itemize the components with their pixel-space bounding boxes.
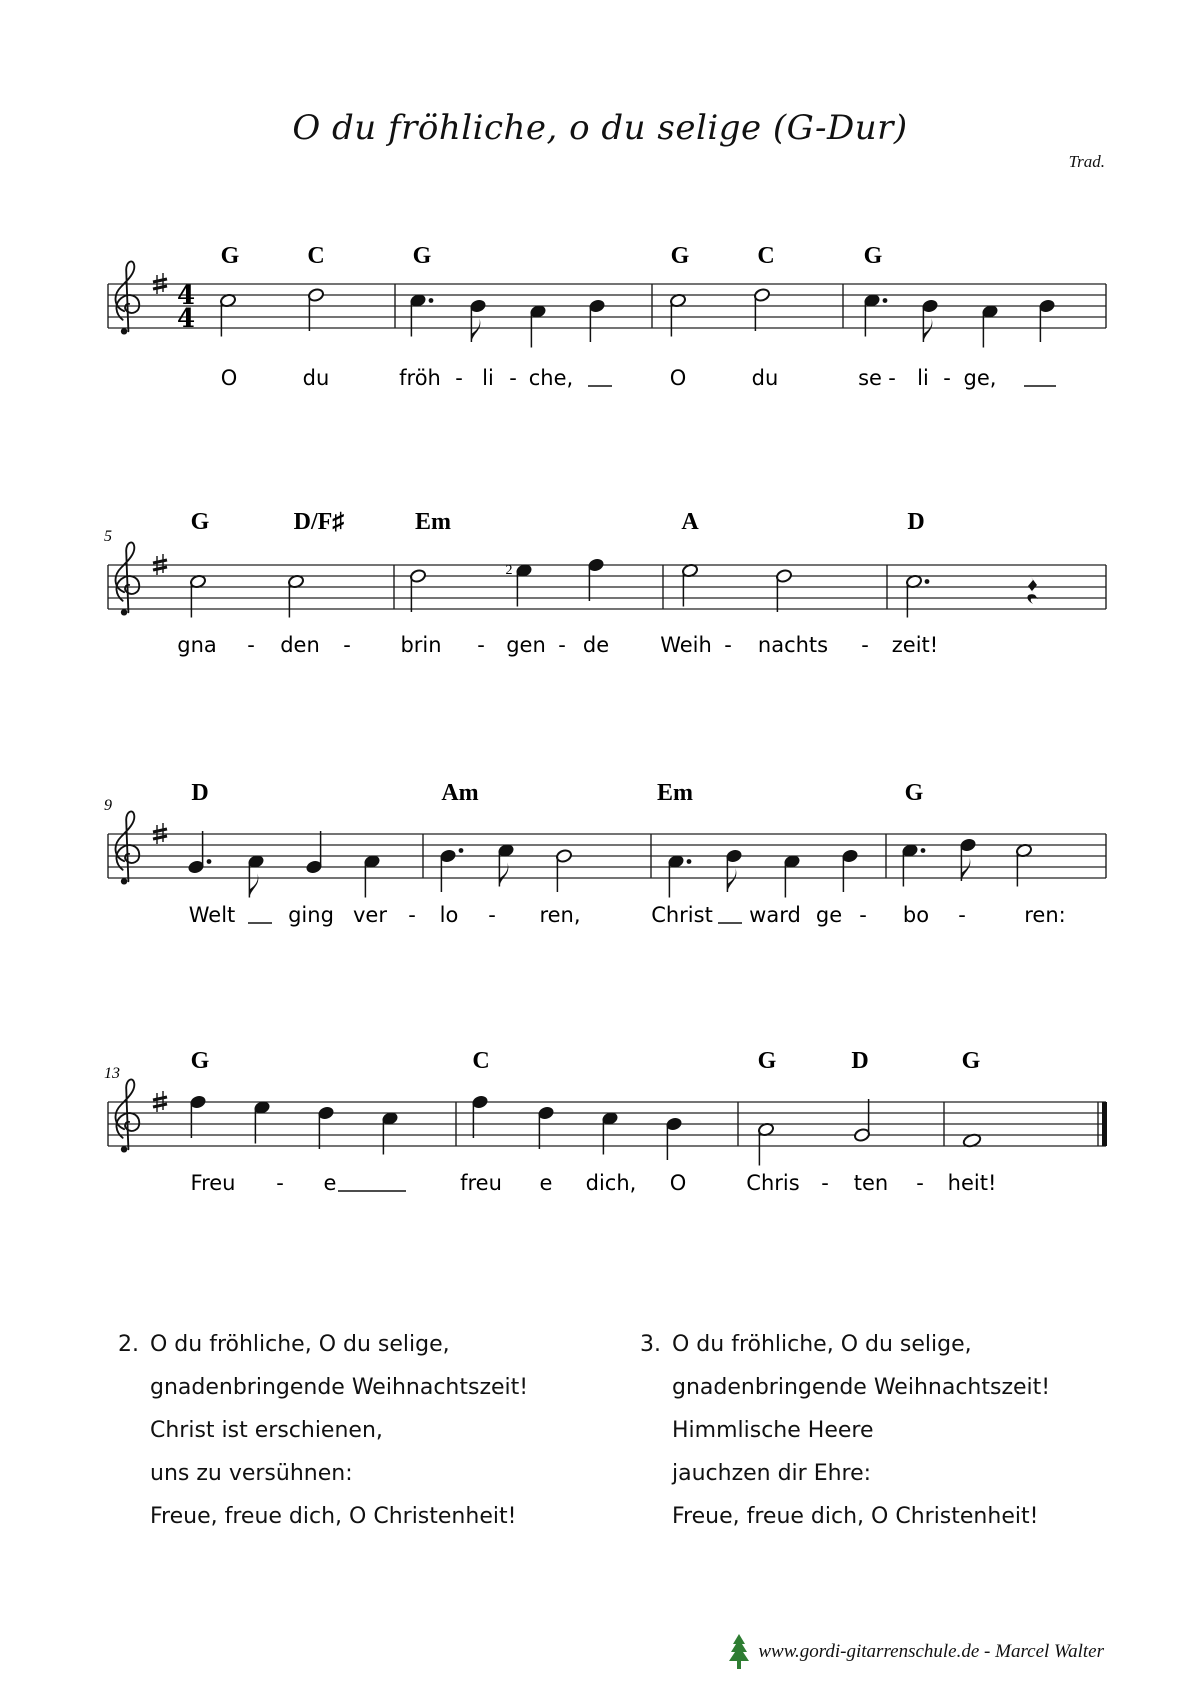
note: [381, 1111, 398, 1154]
note: [863, 293, 887, 336]
staff-system: [104, 780, 1106, 927]
lyric-syllable: O: [669, 366, 687, 390]
measure-number: 5: [104, 528, 112, 545]
note: [515, 563, 532, 606]
lyric-syllable: nachts: [757, 633, 829, 657]
note: [921, 299, 938, 342]
note: [669, 293, 686, 336]
verse-line: gnadenbringende Weihnachtszeit!: [672, 1375, 1051, 1400]
note: [497, 843, 514, 886]
note: [219, 293, 236, 336]
time-signature-top: 4: [176, 281, 196, 311]
note: [253, 1100, 270, 1143]
lyric-syllable: O: [220, 366, 238, 390]
chord-symbol: G: [190, 1048, 210, 1074]
note: [901, 843, 925, 886]
lyric-hyphen: -: [916, 1171, 924, 1195]
lyric-hyphen: -: [408, 903, 416, 927]
lyric-hyphen: -: [558, 633, 566, 657]
lyric-hyphen: -: [488, 903, 496, 927]
staff-system: [108, 243, 1106, 390]
note: [753, 288, 770, 331]
note: [317, 1106, 334, 1149]
chord-symbol: D/F♯: [293, 509, 345, 535]
composer: Trad.: [1068, 152, 1105, 171]
lyric-syllable: ten: [853, 1171, 889, 1195]
note: [189, 1095, 206, 1138]
note: [555, 849, 572, 892]
verse-line: O du fröhliche, O du selige,: [150, 1332, 450, 1357]
note: [307, 288, 324, 331]
note: [1015, 843, 1032, 886]
lyric-syllable: Christ: [651, 903, 713, 927]
lyric-syllable: ge: [815, 903, 843, 927]
chord-symbol: Em: [657, 780, 693, 806]
lyric-hyphen: -: [859, 903, 867, 927]
final-barline: [1102, 1102, 1107, 1146]
fingering: 2: [505, 563, 513, 578]
lyric-syllable: Welt: [188, 903, 236, 927]
note: [981, 304, 998, 347]
footer-text[interactable]: www.gordi-gitarrenschule.de - Marcel Walter: [758, 1641, 1104, 1662]
chord-symbol: G: [904, 780, 924, 806]
chord-symbol: C: [757, 243, 775, 269]
verse-line: uns zu versühnen:: [150, 1461, 353, 1486]
lyric-syllable: freu: [460, 1171, 502, 1195]
note: [187, 831, 211, 874]
lyric-syllable: e: [323, 1171, 337, 1195]
note: [287, 574, 304, 617]
note: [601, 1111, 618, 1154]
chord-symbol: G: [961, 1048, 981, 1074]
note: [469, 299, 486, 342]
note: [409, 569, 426, 612]
chord-symbol: C: [307, 243, 325, 269]
note: [305, 831, 322, 874]
lyric-syllable: fröh: [399, 366, 441, 390]
lyric-hyphen: -: [821, 1171, 829, 1195]
note: [471, 1095, 488, 1138]
staff-system: [104, 509, 1106, 657]
lyric-syllable: lo: [439, 903, 459, 927]
chord-symbol: G: [190, 509, 210, 535]
lyric-syllable: brin: [400, 633, 442, 657]
quarter-rest: [1027, 577, 1038, 604]
chord-symbol: G: [757, 1048, 777, 1074]
song-title: O du fröhliche, o du selige (G-Dur): [292, 108, 908, 148]
lyric-syllable: gen: [506, 633, 546, 657]
measure-number: 9: [104, 797, 112, 814]
chord-symbol: D: [907, 509, 925, 535]
lyric-syllable: che,: [528, 366, 574, 390]
lyric-hyphen: -: [343, 633, 351, 657]
lyric-syllable: ging: [288, 903, 334, 927]
lyric-syllable: ward: [749, 903, 801, 927]
verse-line: Freue, freue dich, O Christenheit!: [150, 1504, 517, 1529]
note: [681, 563, 698, 606]
lyric-syllable: heit!: [947, 1171, 997, 1195]
lyric-hyphen: -: [276, 1171, 284, 1195]
lyric-syllable: du: [302, 366, 330, 390]
chord-symbol: D: [191, 780, 209, 806]
chord-symbol: A: [681, 509, 699, 535]
chord-symbol: D: [851, 1048, 869, 1074]
treble-clef-icon: [116, 261, 140, 334]
lyric-hyphen: -: [247, 633, 255, 657]
note: [725, 849, 742, 892]
lyric-syllable: O: [669, 1171, 687, 1195]
chord-symbol: C: [472, 1048, 490, 1074]
note: [439, 848, 463, 892]
note: [757, 1122, 774, 1165]
note: [783, 854, 800, 897]
note: [409, 293, 433, 336]
verse-line: gnadenbringende Weihnachtszeit!: [150, 1375, 529, 1400]
verse-line: O du fröhliche, O du selige,: [672, 1332, 972, 1357]
chord-symbol: Em: [415, 509, 451, 535]
note: [363, 854, 380, 897]
note: [905, 574, 929, 617]
treble-clef-icon: [116, 1079, 140, 1152]
lyric-syllable: Weih: [660, 633, 712, 657]
verse-line: Christ ist erschienen,: [150, 1418, 383, 1443]
note: [588, 299, 605, 342]
lyric-syllable: li: [482, 366, 494, 390]
verse-2: [118, 1323, 529, 1538]
chord-symbol: G: [220, 243, 240, 269]
lyric-syllable: li: [917, 366, 929, 390]
chord-symbol: G: [412, 243, 432, 269]
staff-system: [104, 1048, 1107, 1195]
note: [247, 854, 264, 897]
note: [775, 569, 792, 612]
lyric-hyphen: -: [943, 366, 951, 390]
note: [853, 1099, 870, 1142]
note: [587, 558, 604, 601]
lyric-syllable: e: [539, 1171, 553, 1195]
verse-line: Freue, freue dich, O Christenheit!: [672, 1504, 1039, 1529]
lyric-syllable: den: [280, 633, 320, 657]
footer: [728, 1634, 1104, 1670]
lyric-syllable: du: [751, 366, 779, 390]
verse-3: [640, 1323, 1051, 1538]
lyric-syllable: bo: [902, 903, 930, 927]
note: [529, 304, 546, 347]
lyric-syllable: zeit!: [891, 633, 939, 657]
chord-symbol: G: [863, 243, 883, 269]
lyric-hyphen: -: [455, 366, 463, 390]
lyric-hyphen: -: [958, 903, 966, 927]
lyric-syllable: dich,: [585, 1171, 637, 1195]
time-signature-bottom: 4: [176, 304, 196, 334]
verse-number: 3.: [640, 1332, 661, 1357]
lyric-hyphen: -: [724, 633, 732, 657]
chord-symbol: Am: [441, 780, 479, 806]
note: [959, 838, 976, 881]
lyric-syllable: ren:: [1024, 903, 1066, 927]
verse-line: Himmlische Heere: [672, 1418, 874, 1443]
lyric-hyphen: -: [861, 633, 869, 657]
treble-clef-icon: [116, 811, 140, 884]
verse-line: jauchzen dir Ehre:: [672, 1461, 872, 1486]
lyric-syllable: gna: [177, 633, 217, 657]
note: [665, 1117, 682, 1160]
lyric-syllable: ge,: [963, 366, 997, 390]
lyric-hyphen: -: [888, 366, 896, 390]
treble-clef-icon: [116, 542, 140, 615]
lyric-syllable: de: [582, 633, 610, 657]
lyric-syllable: ren,: [539, 903, 581, 927]
lyric-hyphen: -: [509, 366, 517, 390]
note: [537, 1106, 554, 1149]
note: [189, 574, 206, 617]
lyric-syllable: Freu: [190, 1171, 236, 1195]
verse-number: 2.: [118, 1332, 139, 1357]
lyric-hyphen: -: [477, 633, 485, 657]
note: [841, 849, 858, 892]
measure-number: 13: [104, 1065, 120, 1082]
note: [667, 854, 691, 897]
chord-symbol: G: [670, 243, 690, 269]
note: [1038, 299, 1055, 342]
lyric-syllable: Chris: [746, 1171, 800, 1195]
lyric-syllable: ver: [353, 903, 387, 927]
tree-icon: [728, 1634, 750, 1670]
lyric-syllable: se: [858, 366, 882, 390]
